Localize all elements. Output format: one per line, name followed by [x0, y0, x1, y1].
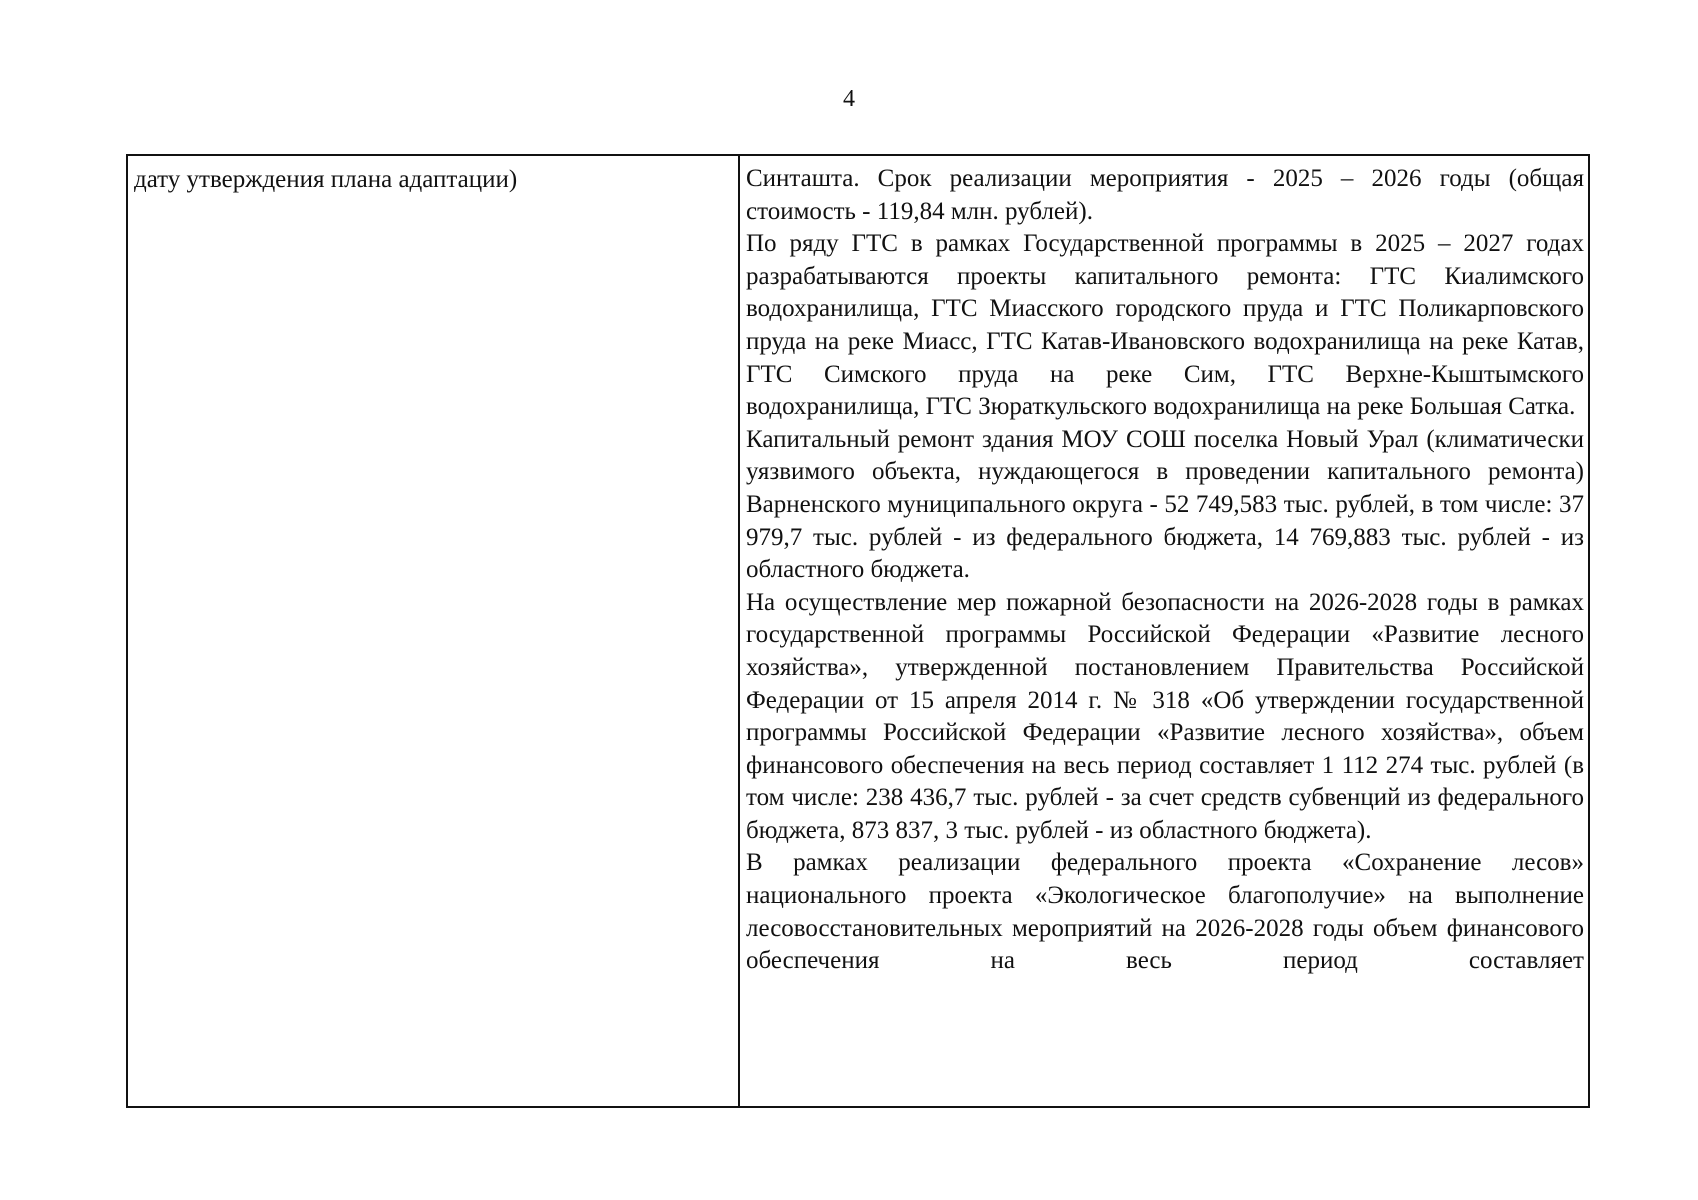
paragraph-sintashta: Синташта. Срок реализации мероприятия - 2025 – 2026 годы (общая стоимость - 119,84 млн. рублей).	[746, 165, 1584, 225]
table-cell-right	[740, 156, 1588, 1106]
document-table	[126, 154, 1590, 1108]
paragraph-school-repair: Капитальный ремонт здания МОУ СОШ поселка Новый Урал (климатически уязвимого объекта, нуждающегося в проведении капитального ремонта) Варненского муниципального округа - 52 749,583 тыс. рублей, в том числе: 37 979,7 тыс. рублей - из федерального бюджета, 14 769,883 тыс. рублей - из областного бюджета.	[746, 425, 1584, 584]
paragraph-fire-safety: На осуществление мер пожарной безопасности на 2026-2028 годы в рамках государственной программы Российской Федерации «Развитие лесного хозяйства», утвержденной постановлением Правительства Российской Федерации от 15 апреля 2014 г. № 318 «Об утверждении государственной программы Российской Федерации «Развитие лесного хозяйства», объем финансового обеспечения на весь период составляет 1 112 274 тыс. рублей (в том числе: 238 436,7 тыс. рублей - за счет средств субвенций из федерального бюджета, 873 837, 3 тыс. рублей - из областного бюджета).	[746, 588, 1584, 844]
page-number: 4	[843, 86, 855, 112]
left-cell-text: дату утверждения плана адаптации)	[134, 166, 518, 193]
table-cell-left	[128, 156, 740, 1106]
paragraph-gts-repair: По ряду ГТС в рамках Государственной программы в 2025 – 2027 годах разрабатываются проекты капитального ремонта: ГТС Киалимского водохранилища, ГТС Миасского городского пруда и ГТС Поликарповского пруда на реке Миасс, ГТС Катав-Ивановского водохранилища на реке Катав, ГТС Симского пруда на реке Сим, ГТС Верхне-Кыштымского водохранилища, ГТС Зюраткульского водохранилища на реке Большая Сатка.	[746, 230, 1584, 421]
paragraph-forest-conservation: В рамках реализации федерального проекта «Сохранение лесов» национального проекта «Экологическое благополучие» на выполнение лесовосстановительных мероприятий на 2026-2028 годы объем финансового обеспечения на весь период составляет	[746, 849, 1584, 975]
